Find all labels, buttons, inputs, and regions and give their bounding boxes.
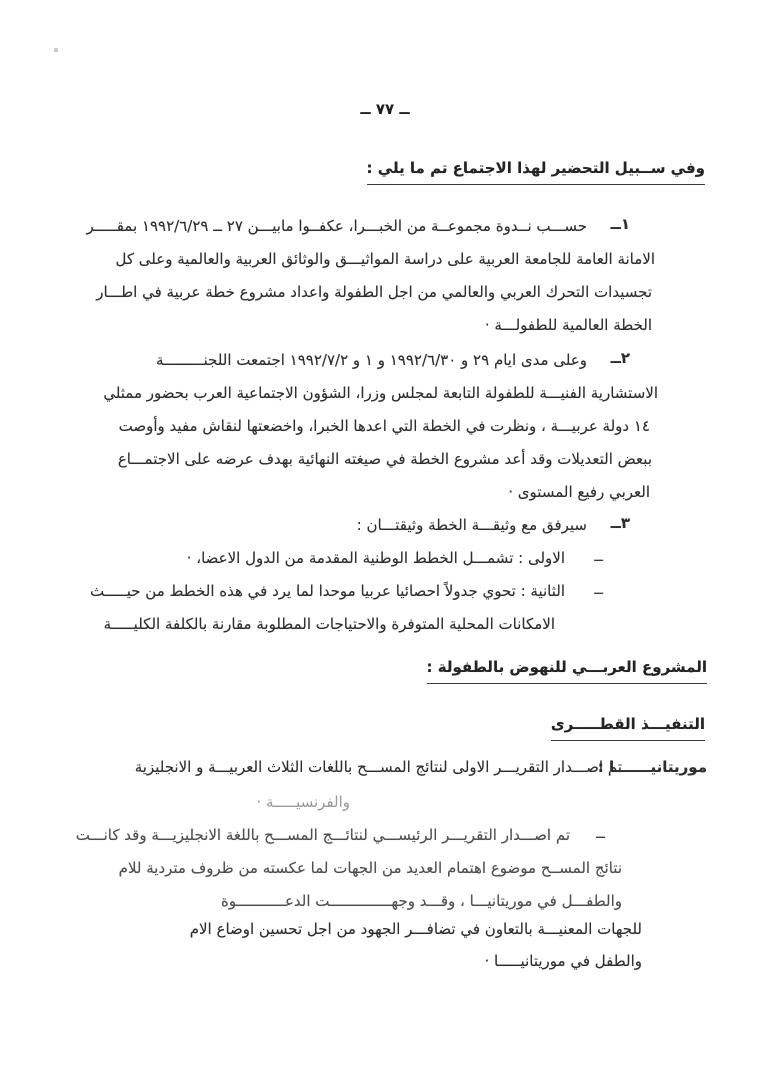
mauritania-subitem-line-3: والطفـــل في موريتانيـــا ، وقـــد وجهــــــــــــــت الدعـــــــــــوة — [221, 892, 622, 910]
item-3-intro: سيرفق مع وثيقـــة الخطة وثيقتـــان : — [356, 516, 587, 534]
subitem-2-text: الثانية : تحوي جدولاً احصائيا عربيا موحدا لما يرد في هذه الخطط من حيـــــث — [90, 582, 565, 600]
mauritania-line-1: تم اصـــدار التقريـــر الاولى لنتائج المســـح باللغات الثلاث العربيـــة و الانجليزية — [134, 758, 622, 776]
item-1-line-2: الامانة العامة للجامعة العربية على دراسة المواثيـــق والوثائق العربية والعالمية وعلى كل — [115, 250, 655, 268]
subitem-1-dash: ــ — [594, 547, 603, 565]
mauritania-subitem-line-2: نتائج المســح موضوع اهتمام العديد من الجهات لما عكسته من ظروف متردية للام — [118, 859, 622, 877]
item-1-number: ١ــ — [610, 215, 630, 233]
subitem-2-dash: ــ — [594, 580, 603, 598]
item-2-number: ٢ــ — [610, 349, 630, 367]
mauritania-line-2: والفرنسيـــــة · — [256, 793, 350, 811]
item-2-line-5: العربي رفيع المستوى · — [508, 483, 650, 501]
mauritania-subitem-line-1: تم اصـــدار التقريـــر الرئيســـي لنتائـــج المســـح باللغة الانجليزيـــة وقد كانـــت — [75, 826, 570, 844]
item-1-line-3: تجسيدات التحرك العربي والعالمي من اجل الطفولة واعداد مشروع خطة عربية في اطـــار — [96, 283, 652, 301]
subitem-1-text: الاولى : تشمـــل الخطط الوطنية المقدمة من الدول الاعضا، · — [186, 549, 565, 567]
item-2-line-3: ١٤ دولة عربيـــة ، ونظرت في الخطة التي اعدها الخبرا، واخضعتها لنقاش مفيد وأوصت — [118, 417, 650, 435]
subitem-2-continuation: الامكانات المحلية المتوفرة والاحتياجات المطلوبة مقارنة بالكلفة الكليـــــة — [103, 615, 555, 633]
mauritania-subitem-line-4: للجهات المعنيـــة بالتعاون في تضافـــر الجهود من اجل تحسين اوضاع الام — [189, 920, 642, 938]
mauritania-subitem-dash: ــ — [596, 824, 605, 842]
item-2-line-2: الاستشارية الفنيـــة للطفولة التابعة لمجلس وزرا، الشؤون الاجتماعية العرب بحضور ممثلي — [103, 384, 658, 402]
mauritania-subitem-line-5: والطفل في موريتانيـــــا · — [484, 952, 642, 970]
item-2-line-4: ببعض التعديلات وقد أعد مشروع الخطة في صيغته النهائية بهدف عرضه على الاجتمـــاع — [117, 450, 652, 468]
item-1-line-4: الخطة العالمية للطفولـــة · — [484, 316, 652, 334]
scan-speck — [54, 48, 58, 52]
country-label-mauritania: موريتانيـــــــا : — [597, 758, 707, 776]
section-heading-arab-project: المشروع العربـــي للنهوض بالطفولة : — [427, 656, 707, 684]
intro-heading: وفي ســبيل التحضير لهذا الاجتماع تم ما يلي : — [367, 157, 705, 185]
item-2-line-1: وعلى مدى ايام ٢٩ و ١٩٩٢/٦/٣٠ و ١ و ١٩٩٢/٧/٢ اجتمعت اللجنـــــــــة — [156, 351, 587, 369]
page-number: ــ ٧٧ ــ — [360, 100, 410, 118]
item-1-line-1: حســـب نــدوة مجموعــة من الخبـــرا، عكفــوا مابيـــن ٢٧ ــ ١٩٩٢/٦/٢٩ بمقـــــر — [86, 217, 587, 235]
item-3-number: ٣ــ — [610, 514, 630, 532]
subsection-heading-national-implementation: التنفيـــذ القطـــــرى — [551, 713, 705, 741]
